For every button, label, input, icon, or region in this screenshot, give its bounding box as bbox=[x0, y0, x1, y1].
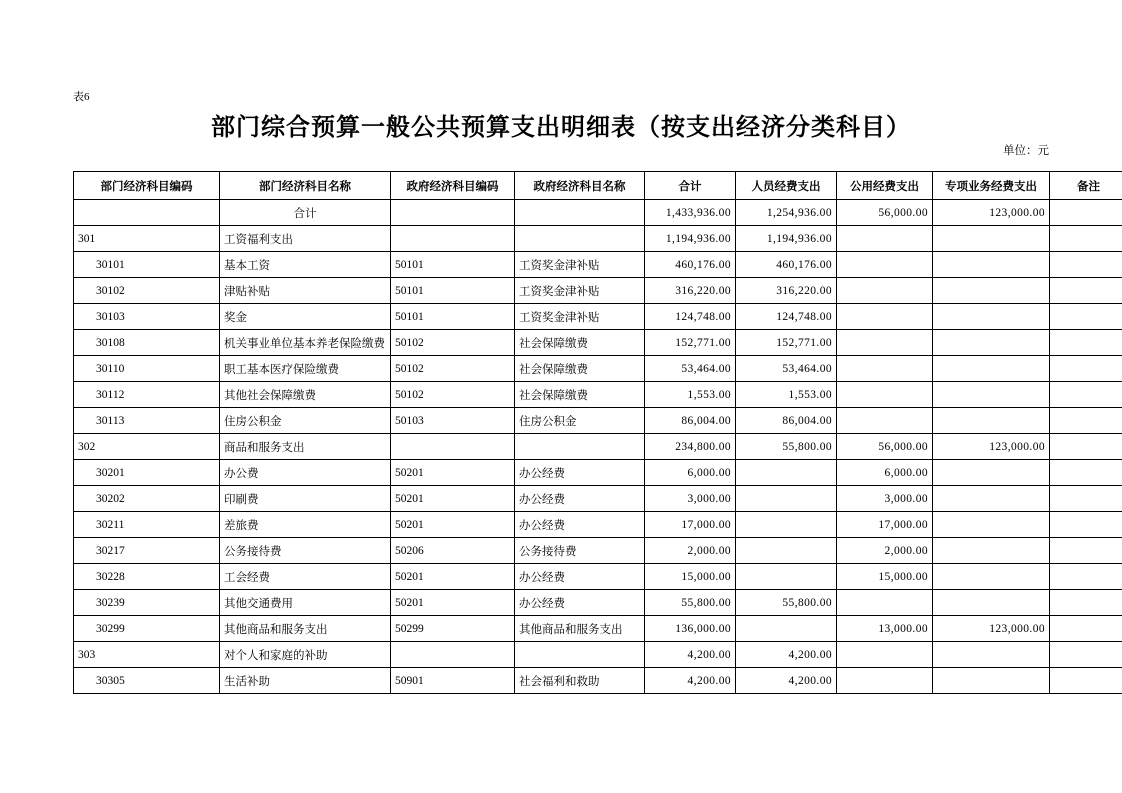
cell-remark bbox=[1050, 512, 1122, 538]
cell-remark bbox=[1050, 408, 1122, 434]
cell-dept-code: 30201 bbox=[74, 460, 220, 486]
budget-table-container bbox=[73, 171, 1100, 694]
cell-special bbox=[933, 330, 1050, 356]
table-row bbox=[74, 486, 1122, 512]
cell-total: 4,200.00 bbox=[645, 642, 736, 668]
cell-gov-code: 50201 bbox=[391, 564, 515, 590]
cell-dept-name: 工资福利支出 bbox=[220, 226, 391, 252]
cell-personnel bbox=[736, 460, 837, 486]
cell-gov-name: 其他商品和服务支出 bbox=[515, 616, 645, 642]
cell-total: 86,004.00 bbox=[645, 408, 736, 434]
table-row bbox=[74, 460, 1122, 486]
cell-dept-name: 商品和服务支出 bbox=[220, 434, 391, 460]
cell-total: 53,464.00 bbox=[645, 356, 736, 382]
cell-personnel bbox=[736, 564, 837, 590]
cell-gov-code: 50101 bbox=[391, 278, 515, 304]
table-row bbox=[74, 382, 1122, 408]
cell-dept-name: 差旅费 bbox=[220, 512, 391, 538]
cell-public: 15,000.00 bbox=[837, 564, 933, 590]
table-row bbox=[74, 512, 1122, 538]
cell-dept-name: 对个人和家庭的补助 bbox=[220, 642, 391, 668]
cell-personnel: 4,200.00 bbox=[736, 668, 837, 694]
cell-dept-name: 机关事业单位基本养老保险缴费 bbox=[220, 330, 391, 356]
cell-total: 1,553.00 bbox=[645, 382, 736, 408]
table-row bbox=[74, 356, 1122, 382]
cell-special bbox=[933, 356, 1050, 382]
cell-dept-code: 303 bbox=[74, 642, 220, 668]
cell-special bbox=[933, 668, 1050, 694]
cell-public: 3,000.00 bbox=[837, 486, 933, 512]
cell-gov-name: 办公经费 bbox=[515, 512, 645, 538]
cell-total: 136,000.00 bbox=[645, 616, 736, 642]
cell-remark bbox=[1050, 330, 1122, 356]
cell-special: 123,000.00 bbox=[933, 434, 1050, 460]
cell-special bbox=[933, 278, 1050, 304]
cell-gov-name: 社会福利和救助 bbox=[515, 668, 645, 694]
cell-public: 56,000.00 bbox=[837, 434, 933, 460]
cell-remark bbox=[1050, 252, 1122, 278]
cell-special bbox=[933, 382, 1050, 408]
cell-personnel: 1,553.00 bbox=[736, 382, 837, 408]
cell-gov-name: 工资奖金津补贴 bbox=[515, 304, 645, 330]
cell-total: 234,800.00 bbox=[645, 434, 736, 460]
cell-dept-name: 其他社会保障缴费 bbox=[220, 382, 391, 408]
cell-dept-name: 工会经费 bbox=[220, 564, 391, 590]
cell-gov-code: 50103 bbox=[391, 408, 515, 434]
cell-gov-code bbox=[391, 200, 515, 226]
cell-public bbox=[837, 278, 933, 304]
cell-gov-code bbox=[391, 642, 515, 668]
cell-remark bbox=[1050, 486, 1122, 512]
cell-public: 2,000.00 bbox=[837, 538, 933, 564]
cell-gov-code: 50901 bbox=[391, 668, 515, 694]
cell-gov-name: 公务接待费 bbox=[515, 538, 645, 564]
cell-gov-name: 工资奖金津补贴 bbox=[515, 278, 645, 304]
cell-dept-code: 30305 bbox=[74, 668, 220, 694]
cell-personnel bbox=[736, 616, 837, 642]
table-row bbox=[74, 330, 1122, 356]
cell-public bbox=[837, 356, 933, 382]
cell-total: 17,000.00 bbox=[645, 512, 736, 538]
cell-gov-code: 50206 bbox=[391, 538, 515, 564]
cell-dept-name: 其他商品和服务支出 bbox=[220, 616, 391, 642]
cell-dept-code: 30239 bbox=[74, 590, 220, 616]
column-header-dept-name: 部门经济科目名称 bbox=[220, 172, 391, 200]
cell-remark bbox=[1050, 278, 1122, 304]
cell-special bbox=[933, 512, 1050, 538]
cell-gov-name: 办公经费 bbox=[515, 460, 645, 486]
column-header-gov-name: 政府经济科目名称 bbox=[515, 172, 645, 200]
cell-personnel: 86,004.00 bbox=[736, 408, 837, 434]
cell-special bbox=[933, 252, 1050, 278]
cell-special bbox=[933, 590, 1050, 616]
cell-gov-code: 50102 bbox=[391, 382, 515, 408]
cell-total: 4,200.00 bbox=[645, 668, 736, 694]
cell-special bbox=[933, 564, 1050, 590]
cell-gov-code: 50102 bbox=[391, 356, 515, 382]
cell-remark bbox=[1050, 642, 1122, 668]
cell-special bbox=[933, 486, 1050, 512]
cell-total: 15,000.00 bbox=[645, 564, 736, 590]
column-header-dept-code: 部门经济科目编码 bbox=[74, 172, 220, 200]
cell-special: 123,000.00 bbox=[933, 200, 1050, 226]
cell-dept-name: 住房公积金 bbox=[220, 408, 391, 434]
unit-note: 单位：元 bbox=[1003, 145, 1049, 157]
cell-dept-name: 办公费 bbox=[220, 460, 391, 486]
cell-personnel: 55,800.00 bbox=[736, 434, 837, 460]
table-row bbox=[74, 590, 1122, 616]
cell-special: 123,000.00 bbox=[933, 616, 1050, 642]
cell-public: 6,000.00 bbox=[837, 460, 933, 486]
cell-total: 6,000.00 bbox=[645, 460, 736, 486]
table-header bbox=[74, 172, 1122, 200]
cell-remark bbox=[1050, 538, 1122, 564]
cell-dept-code: 30228 bbox=[74, 564, 220, 590]
cell-gov-name: 社会保障缴费 bbox=[515, 382, 645, 408]
cell-personnel: 460,176.00 bbox=[736, 252, 837, 278]
cell-dept-code: 30101 bbox=[74, 252, 220, 278]
cell-gov-name bbox=[515, 226, 645, 252]
cell-personnel: 152,771.00 bbox=[736, 330, 837, 356]
cell-personnel bbox=[736, 512, 837, 538]
cell-gov-code: 50101 bbox=[391, 304, 515, 330]
cell-gov-code: 50102 bbox=[391, 330, 515, 356]
cell-dept-code: 30113 bbox=[74, 408, 220, 434]
cell-dept-code: 30112 bbox=[74, 382, 220, 408]
cell-dept-name: 印刷费 bbox=[220, 486, 391, 512]
cell-total: 152,771.00 bbox=[645, 330, 736, 356]
column-header-remark: 备注 bbox=[1050, 172, 1122, 200]
cell-total: 55,800.00 bbox=[645, 590, 736, 616]
cell-personnel: 53,464.00 bbox=[736, 356, 837, 382]
cell-special bbox=[933, 304, 1050, 330]
cell-dept-code: 302 bbox=[74, 434, 220, 460]
cell-dept-name: 公务接待费 bbox=[220, 538, 391, 564]
cell-dept-code bbox=[74, 200, 220, 226]
cell-special bbox=[933, 642, 1050, 668]
cell-dept-name: 津贴补贴 bbox=[220, 278, 391, 304]
cell-gov-name: 办公经费 bbox=[515, 590, 645, 616]
cell-personnel: 316,220.00 bbox=[736, 278, 837, 304]
column-header-total: 合计 bbox=[645, 172, 736, 200]
cell-personnel: 55,800.00 bbox=[736, 590, 837, 616]
cell-remark bbox=[1050, 434, 1122, 460]
table-row bbox=[74, 434, 1122, 460]
cell-total: 3,000.00 bbox=[645, 486, 736, 512]
cell-personnel: 4,200.00 bbox=[736, 642, 837, 668]
cell-dept-name: 合计 bbox=[220, 200, 391, 226]
table-row bbox=[74, 538, 1122, 564]
cell-special bbox=[933, 460, 1050, 486]
cell-public bbox=[837, 330, 933, 356]
cell-special bbox=[933, 408, 1050, 434]
cell-gov-code: 50201 bbox=[391, 512, 515, 538]
cell-gov-code: 50201 bbox=[391, 590, 515, 616]
cell-public: 56,000.00 bbox=[837, 200, 933, 226]
cell-remark bbox=[1050, 564, 1122, 590]
table-row bbox=[74, 408, 1122, 434]
cell-gov-name: 社会保障缴费 bbox=[515, 330, 645, 356]
cell-dept-name: 生活补助 bbox=[220, 668, 391, 694]
cell-gov-code bbox=[391, 434, 515, 460]
cell-personnel: 124,748.00 bbox=[736, 304, 837, 330]
cell-public bbox=[837, 668, 933, 694]
column-header-personnel: 人员经费支出 bbox=[736, 172, 837, 200]
header-row bbox=[74, 172, 1122, 200]
budget-table bbox=[73, 171, 1122, 694]
cell-remark bbox=[1050, 668, 1122, 694]
cell-gov-name: 办公经费 bbox=[515, 564, 645, 590]
cell-public bbox=[837, 408, 933, 434]
cell-total: 2,000.00 bbox=[645, 538, 736, 564]
cell-remark bbox=[1050, 226, 1122, 252]
cell-personnel: 1,254,936.00 bbox=[736, 200, 837, 226]
cell-dept-code: 30103 bbox=[74, 304, 220, 330]
cell-gov-name bbox=[515, 642, 645, 668]
cell-remark bbox=[1050, 460, 1122, 486]
page-title: 部门综合预算一般公共预算支出明细表（按支出经济分类科目） bbox=[211, 112, 911, 141]
cell-special bbox=[933, 226, 1050, 252]
cell-gov-code: 50299 bbox=[391, 616, 515, 642]
cell-dept-name: 职工基本医疗保险缴费 bbox=[220, 356, 391, 382]
cell-gov-code bbox=[391, 226, 515, 252]
cell-dept-name: 奖金 bbox=[220, 304, 391, 330]
cell-gov-code: 50201 bbox=[391, 486, 515, 512]
cell-gov-name bbox=[515, 200, 645, 226]
cell-public bbox=[837, 590, 933, 616]
table-row bbox=[74, 278, 1122, 304]
cell-total: 1,433,936.00 bbox=[645, 200, 736, 226]
cell-gov-name bbox=[515, 434, 645, 460]
cell-dept-code: 30202 bbox=[74, 486, 220, 512]
cell-public bbox=[837, 642, 933, 668]
cell-dept-code: 30108 bbox=[74, 330, 220, 356]
cell-public bbox=[837, 252, 933, 278]
cell-total: 1,194,936.00 bbox=[645, 226, 736, 252]
cell-remark bbox=[1050, 304, 1122, 330]
cell-public bbox=[837, 382, 933, 408]
cell-total: 316,220.00 bbox=[645, 278, 736, 304]
table-body bbox=[74, 200, 1122, 694]
cell-remark bbox=[1050, 356, 1122, 382]
cell-personnel bbox=[736, 486, 837, 512]
table-row bbox=[74, 616, 1122, 642]
cell-dept-name: 基本工资 bbox=[220, 252, 391, 278]
table-row bbox=[74, 642, 1122, 668]
cell-dept-code: 30102 bbox=[74, 278, 220, 304]
table-row bbox=[74, 668, 1122, 694]
cell-gov-name: 社会保障缴费 bbox=[515, 356, 645, 382]
cell-remark bbox=[1050, 200, 1122, 226]
cell-remark bbox=[1050, 382, 1122, 408]
cell-dept-code: 301 bbox=[74, 226, 220, 252]
cell-dept-code: 30211 bbox=[74, 512, 220, 538]
cell-remark bbox=[1050, 590, 1122, 616]
cell-public: 17,000.00 bbox=[837, 512, 933, 538]
cell-dept-code: 30217 bbox=[74, 538, 220, 564]
cell-remark bbox=[1050, 616, 1122, 642]
cell-gov-name: 工资奖金津补贴 bbox=[515, 252, 645, 278]
cell-dept-code: 30110 bbox=[74, 356, 220, 382]
cell-total: 460,176.00 bbox=[645, 252, 736, 278]
cell-public bbox=[837, 304, 933, 330]
cell-dept-name: 其他交通费用 bbox=[220, 590, 391, 616]
column-header-gov-code: 政府经济科目编码 bbox=[391, 172, 515, 200]
cell-personnel: 1,194,936.00 bbox=[736, 226, 837, 252]
table-row bbox=[74, 564, 1122, 590]
column-header-public: 公用经费支出 bbox=[837, 172, 933, 200]
cell-gov-code: 50201 bbox=[391, 460, 515, 486]
table-row bbox=[74, 226, 1122, 252]
table-row bbox=[74, 304, 1122, 330]
cell-public: 13,000.00 bbox=[837, 616, 933, 642]
cell-special bbox=[933, 538, 1050, 564]
cell-gov-code: 50101 bbox=[391, 252, 515, 278]
cell-gov-name: 住房公积金 bbox=[515, 408, 645, 434]
cell-dept-code: 30299 bbox=[74, 616, 220, 642]
cell-public bbox=[837, 226, 933, 252]
table-row bbox=[74, 200, 1122, 226]
cell-personnel bbox=[736, 538, 837, 564]
table-row bbox=[74, 252, 1122, 278]
column-header-special: 专项业务经费支出 bbox=[933, 172, 1050, 200]
cell-total: 124,748.00 bbox=[645, 304, 736, 330]
cell-gov-name: 办公经费 bbox=[515, 486, 645, 512]
sheet-label: 表6 bbox=[73, 91, 90, 103]
